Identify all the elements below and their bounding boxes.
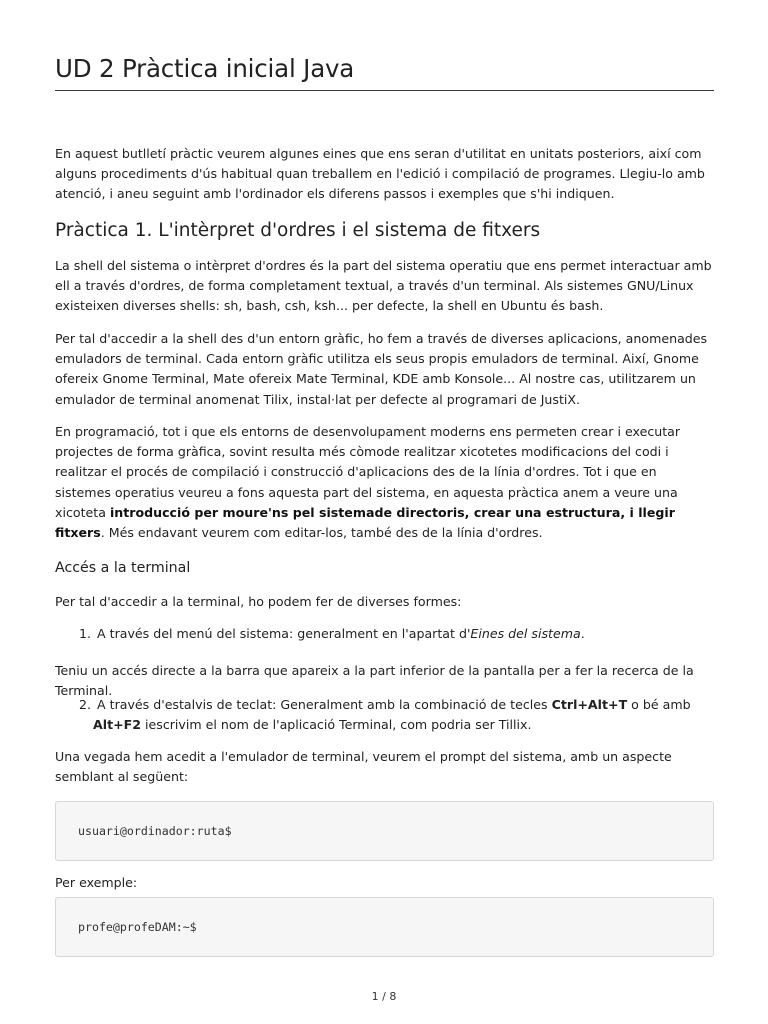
page-title: UD 2 Pràctica inicial Java bbox=[55, 52, 714, 91]
terminal-access-lead: Per tal d'accedir a la terminal, ho podem fer de diverses formes: bbox=[55, 594, 462, 609]
terminal-emulators-paragraph: Per tal d'accedir a la shell des d'un entorn gràfic, ho fem a través de diverses aplicacions, anomenades emuladors de terminal. Cada entorn gràfic utilitza els seus propis emuladors de terminal. Així, Gnome ofereix Gnome Terminal, Mate ofereix Mate Terminal, KDE amb Konsole... Al nostre cas, utilitzarem un emulador de terminal anomenat Tilix, instal·lat per defecte al programari de JustiX. bbox=[55, 331, 708, 407]
code-prompt-format: usuari@ordinador:ruta$ bbox=[78, 824, 232, 838]
list-number-2: 2. bbox=[79, 697, 92, 712]
list-item-menu-text: A través del menú del sistema: generalment en l'apartat d' bbox=[97, 626, 471, 641]
list-item-menu-end: . bbox=[580, 626, 585, 641]
page-number: 1 / 8 bbox=[371, 990, 397, 1003]
code-block-prompt-example bbox=[55, 897, 714, 957]
keyboard-shortcut-alt-f2: Alt+F2 bbox=[93, 717, 142, 733]
intro-paragraph: En aquest butlletí pràctic veurem algunes eines que ens seran d'utilitat en unitats posteriors, així com alguns procediments d'ús habitual quan treballem en l'edició i compilació de programes. Llegiu-lo amb atenció, i aneu seguint amb l'ordinador els diferens passos i exemples que s'hi indiquen. bbox=[55, 146, 705, 202]
list-item-keyboard-mid: o bé amb bbox=[627, 697, 691, 712]
shortcut-bar-paragraph: Teniu un accés directe a la barra que apareix a la part inferior de la pantalla per a fer la recerca de la Terminal. bbox=[55, 663, 694, 699]
subsection-heading-terminal-access: Accés a la terminal bbox=[55, 560, 191, 576]
programming-paragraph bbox=[55, 422, 714, 543]
prompt-paragraph: Una vegada hem acedit a l'emulador de terminal, veurem el prompt del sistema, amb un aspecte semblant al següent: bbox=[55, 749, 672, 785]
code-block-prompt-format bbox=[55, 801, 714, 861]
list-item-keyboard-end: iescrivim el nom de l'aplicació Terminal, com podria ser Tillix. bbox=[141, 717, 532, 733]
programming-text-bold: introducció per moure'ns pel sistemade directoris, crear una estructura, i llegir fitxers bbox=[55, 504, 675, 541]
list-item-menu bbox=[79, 624, 709, 644]
keyboard-shortcut-ctrl-alt-t: Ctrl+Alt+T bbox=[551, 697, 628, 712]
example-label: Per exemple: bbox=[55, 875, 138, 890]
programming-text-start: En programació, tot i que els entorns de desenvolupament moderns ens permeten crear i executar projectes de forma gràfica, sovint resulta més còmode realitzar xicotetes modificacions del codi i realitzar el procés de compilació i construcció d'aplicacions des de la línia d'ordres. Tot i que en sistemes operatius veureu a fons aquesta part del sistema, en aquesta pràctica anem a veure una xicoteta bbox=[55, 424, 681, 520]
list-item-keyboard-text: A través d'estalvis de teclat: Generalment amb la combinació de tecles bbox=[97, 697, 552, 712]
code-prompt-example: profe@profeDAM:~$ bbox=[78, 920, 197, 934]
section-heading-practica-1: Pràctica 1. L'intèrpret d'ordres i el sistema de fitxers bbox=[55, 220, 541, 241]
list-item-menu-italic: Eines del sistema bbox=[470, 626, 581, 641]
shell-paragraph: La shell del sistema o intèrpret d'ordres és la part del sistema operatiu que ens permet interactuar amb ell a través d'ordres, de forma completament textual, a través d'un terminal. Als sistemes GNU/Linux existeixen diverses shells: sh, bash, csh, ksh... per defecte, la shell en Ubuntu és bash. bbox=[55, 258, 712, 314]
list-item-keyboard bbox=[79, 695, 709, 735]
list-number-1: 1. bbox=[79, 626, 92, 641]
programming-text-end: . Més endavant veurem com editar-los, també des de la línia d'ordres. bbox=[100, 525, 543, 541]
